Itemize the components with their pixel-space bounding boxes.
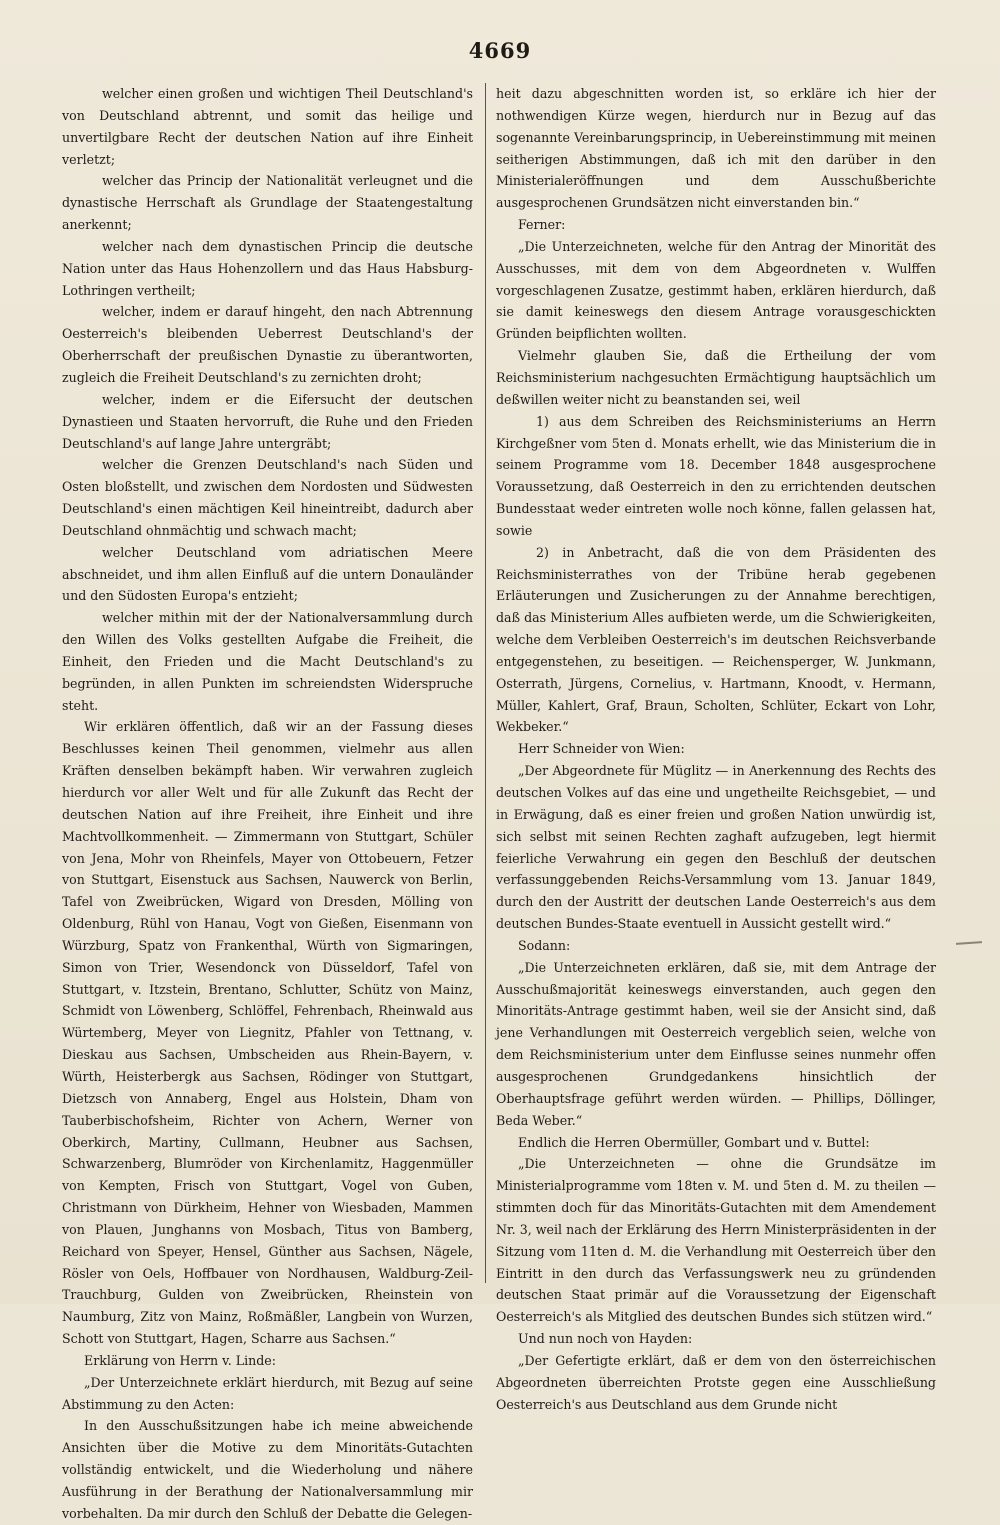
paragraph: welcher nach dem dynastischen Princip die deutsche Nation unter das Haus Hohenzollern und das Haus Habsburg-Lothringen vertheilt;	[62, 238, 473, 298]
right-column	[496, 83, 936, 1415]
section-heading: Ferner:	[518, 217, 566, 233]
section-heading: Sodann:	[518, 937, 571, 953]
declaration-signatures: Wir erklären öffentlich, daß wir an der Fassung dieses Beschlusses keinen Theil genommen, vielmehr aus allen Kräften denselben bekämpft haben. Wir verwahren zugleich hierdurch vor aller Welt und für alle Zukunft das Recht der deutschen Nation auf ihre Freiheit, ihre Einheit und ihre Machtvollkommenheit. — Zimmermann von Stuttgart, Schüler von Jena, Mohr von Rheinfels, Mayer von Ottobeuern, Fetzer von Stuttgart, Eisenstuck aus Sachsen, Nauwerck von Berlin, Tafel von Zweibrücken, Wigard von Dresden, Mölling von Oldenburg, Rühl von Hanau, Vogt von Gießen, Eisenmann von Würzburg, Spatz von Frankenthal, Würth von Sigmaringen, Simon von Trier, Wesendonck von Düsseldorf, Tafel von Stuttgart, v. Itzstein, Brentano, Schlutter, Schütz von Mainz, Schmidt von Löwenberg, Schlöffel, Fehrenbach, Rheinwald aus Würtemberg, Meyer von Liegnitz, Pfahler von Tettnang, v. Dieskau aus Sachsen, Umbscheiden aus Rhein-Bayern, v. Würth, Heisterbergk aus Sachsen, Rödinger von Stuttgart, Dietzsch von Annaberg, Engel aus Holstein, Dham von Tauberbischofsheim, Richter von Achern, Werner von Oberkirch, Martiny, Cullmann, Heubner aus Sachsen, Schwarzenberg, Blumröder von Kirchenlamitz, Haggenmüller von Kempten, Frisch von Stuttgart, Vogel von Guben, Christmann von Dürkheim, Hehner von Wiesbaden, Mammen von Plauen, Junghanns von Mosbach, Titus von Bamberg, Reichard von Speyer, Hensel, Günther aus Sachsen, Nägele, Rösler von Oels, Hoffbauer von Nordhausen, Waldburg-Zeil-Trauchburg, Gulden von Zweibrücken, Rheinstein von Naumburg, Zitz von Mainz, Roßmäßler, Langbein von Wurzen, Schott von Stuttgart, Hagen, Scharre aus Sachsen.“	[62, 719, 473, 1347]
paragraph: welcher einen großen und wichtigen Theil Deutschland's von Deutschland abtrennt, und somit das heilige und unvertilgbare Recht der deutschen Nation auf ihre Einheit verletzt;	[62, 86, 473, 167]
section-heading: Erklärung von Herrn v. Linde:	[84, 1352, 276, 1368]
paragraph: heit dazu abgeschnitten worden ist, so erkläre ich hier der nothwendigen Kürze wegen, hierdurch nur in Bezug auf das sogenannte Vereinbarungsprincip, in Uebereinstimmung mit meinen seitherigen Abstimmungen, daß ich mit den darüber in den Ministerialeröffnungen und dem Ausschußberichte ausgesprochenen Grundsätzen nicht einverstanden bin.“	[496, 86, 936, 211]
numbered-item: 1) aus dem Schreiben des Reichsministeriums an Herrn Kirchgeßner vom 5ten d. Monats erhellt, wie das Ministerium die in seinem Programme vom 18. December 1848 ausgesprochene Voraussetzung, daß Oesterreich in den zu errichtenden deutschen Bundesstaat weder eintreten wolle noch könne, fallen gelassen hat, sowie	[496, 413, 936, 538]
left-column	[62, 83, 473, 1525]
paragraph: „Die Unterzeichneten — ohne die Grundsätze im Ministerialprogramme vom 18ten v. M. und 5ten d. M. zu theilen — stimmten doch für das Minoritäts-Gutachten mit dem Amendement Nr. 3, weil nach der Erklärung des Herrn Ministerpräsidenten in der Sitzung vom 11ten d. M. die Verhandlung mit Oesterreich über den Eintritt in den durch das Verfassungswerk neu zu gründenden deutschen Staat primär auf die Voraussetzung der Eigenschaft Oesterreich's als Mitglied des deutschen Bundes sich stützen wird.“	[496, 1156, 936, 1325]
paragraph: welcher mithin mit der der Nationalversammlung durch den Willen des Volks gestellten Aufgabe die Freiheit, die Einheit, den Frieden und die Macht Deutschland's zu begründen, in allen Punkten im schreiendsten Widerspruche steht.	[62, 610, 473, 713]
column-divider	[485, 83, 486, 1283]
paragraph: welcher, indem er darauf hingeht, den nach Abtrennung Oesterreich's bleibenden Ueberrest Deutschland's der Oberherrschaft der preußischen Dynastie zu überantworten, zugleich die Freiheit Deutschland's zu zernichten droht;	[62, 304, 473, 385]
paragraph: welcher die Grenzen Deutschland's nach Süden und Osten bloßstellt, und zwischen dem Nordosten und Südwesten Deutschland's einen mächtigen Keil hineintreibt, dadurch aber Deutschland ohnmächtig und schwach macht;	[62, 457, 473, 538]
page-number: 4669	[468, 38, 532, 63]
paragraph: „Die Unterzeichneten, welche für den Antrag der Minorität des Ausschusses, mit dem von dem Abgeordneten v. Wulffen vorgeschlagenen Zusatze, gestimmt haben, erklären hierdurch, daß sie damit keineswegs den diesem Antrage vorausgeschickten Gründen beipflichten wollten.	[496, 238, 936, 342]
section-heading: Und nun noch von Hayden:	[518, 1331, 693, 1347]
paragraph: Vielmehr glauben Sie, daß die Ertheilung der vom Reichsministerium nachgesuchten Ermächtigung hauptsächlich um deßwillen weiter nicht zu beanstanden sei, weil	[496, 348, 936, 407]
paragraph: „Der Gefertigte erklärt, daß er dem von den österreichischen Abgeordneten überreichten Protste gegen eine Ausschließung Oesterreich's aus Deutschland aus dem Grunde nicht	[496, 1352, 936, 1412]
paragraph: welcher, indem er die Eifersucht der deutschen Dynastieen und Staaten hervorruft, die Ruhe und den Frieden Deutschland's auf lange Jahre untergräbt;	[62, 391, 473, 451]
paragraph: welcher Deutschland vom adriatischen Meere abschneidet, und ihm allen Einfluß auf die untern Donauländer und den Südosten Europa's entzieht;	[62, 544, 473, 604]
paragraph: In den Ausschußsitzungen habe ich meine abweichende Ansichten über die Motive zu dem Minoritäts-Gutachten vollständig entwickelt, und die Wiederholung und nähere Ausführung in der Berathung der Nationalversammlung mir vorbehalten. Da mir durch den Schluß der Debatte die Gelegen-	[62, 1418, 473, 1521]
section-heading: Herr Schneider von Wien:	[518, 741, 685, 757]
paragraph: welcher das Princip der Nationalität verleugnet und die dynastische Herrschaft als Grundlage der Staatengestaltung anerkennt;	[62, 173, 473, 233]
section-heading: Endlich die Herren Obermüller, Gombart und v. Buttel:	[518, 1134, 870, 1150]
paragraph: „Der Unterzeichnete erklärt hierdurch, mit Bezug auf seine Abstimmung zu den Acten:	[62, 1374, 473, 1412]
numbered-item: 2) in Anbetracht, daß die von dem Präsidenten des Reichsministerrathes von der Tribüne herab gegebenen Erläuterungen und Zusicherungen zu der Annahme berechtigen, daß das Ministerium Alles aufbieten werde, um die Schwierigkeiten, welche dem Verbleiben Oesterreich's im deutschen Reichsverbande entgegenstehen, zu beseitigen. — Reichensperger, W. Junkmann, Osterrath, Jürgens, Cornelius, v. Hartmann, Knoodt, v. Hermann, Müller, Kahlert, Graf, Braun, Scholten, Schlüter, Eckart von Lohr, Wekbeker.“	[496, 544, 936, 735]
paragraph: „Die Unterzeichneten erklären, daß sie, mit dem Antrage der Ausschußmajorität keineswegs einverstanden, auch gegen den Minoritäts-Antrage gestimmt haben, weil sie der Ansicht sind, daß jene Verhandlungen mit Oesterreich vergeblich seien, welche von dem Reichsministerium unter dem Einflusse seines nunmehr offen ausgesprochenen Grundgedankens hinsichtlich der Oberhauptsfrage geführt werden würden. — Phillips, Döllinger, Beda Weber.“	[496, 959, 936, 1128]
paragraph: „Der Abgeordnete für Müglitz — in Anerkennung des Rechts des deutschen Volkes auf das eine und ungetheilte Reichsgebiet, — und in Erwägung, daß es einer freien und großen Nation unwürdig ist, sich selbst mit seinen Rechten zaghaft aufzugeben, legt hiermit feierliche Verwahrung ein gegen den Beschluß der deutschen verfassunggebenden Reichs-Versammlung vom 13. Januar 1849, durch den der Austritt der deutschen Lande Oesterreich's aus dem deutschen Bundes-Staate eventuell in Aussicht gestellt wird.“	[496, 763, 936, 932]
margin-mark	[956, 941, 982, 945]
